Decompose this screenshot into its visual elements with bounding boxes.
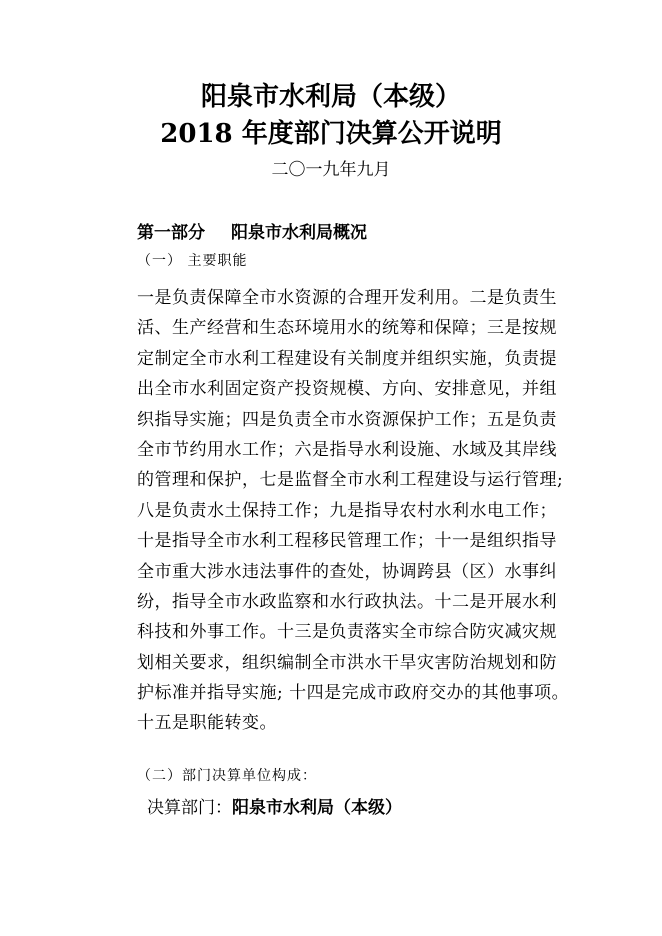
document-title-line-2: 2018 年度部门决算公开说明 — [160, 119, 502, 149]
final-accounts-unit-line — [147, 796, 402, 820]
paragraph-line: 织指导实施；四是负责全市水资源保护工作；五是负责 — [137, 409, 557, 430]
part-one-name: 阳泉市水利局概况 — [231, 223, 367, 243]
paragraph-line: 科技和外事工作。十三是负责落实全市综合防灾减灾规 — [137, 622, 557, 643]
paragraph-line: 一是负责保障全市水资源的合理开发利用。二是负责生 — [137, 288, 557, 308]
paragraph-line: 十是指导全市水利工程移民管理工作；十一是组织指导 — [137, 531, 557, 552]
document-date: 二〇一九年九月 — [271, 160, 391, 180]
paragraph-line: 八是负责水土保持工作；九是指导农村水利水电工作； — [137, 500, 557, 521]
paragraph-line: 全市重大涉水违法事件的查处，协调跨县（区）水事纠 — [137, 561, 557, 582]
main-functions-paragraph — [137, 283, 570, 739]
part-one-heading — [137, 221, 367, 245]
paragraph-line: 护标准并指导实施; 十四是完成市政府交办的其他事项。 — [137, 683, 570, 704]
unit-value: 阳泉市水利局（本级） — [232, 798, 402, 818]
paragraph-line: 划相关要求，组织编制全市洪水干旱灾害防治规划和防 — [137, 652, 557, 673]
paragraph-line: 十五是职能转变。 — [137, 713, 277, 734]
paragraph-line: 纷，指导全市水政监察和水行政执法。十二是开展水利 — [137, 591, 557, 612]
paragraph-line: 出全市水利固定资产投资规模、方向、安排意见，并组 — [137, 379, 557, 400]
section-main-functions-heading: （一） 主要职能 — [137, 253, 248, 269]
paragraph-line: 的管理和保护，七是监督全市水利工程建设与运行管理; — [137, 470, 564, 491]
paragraph-line: 活、生产经营和生态环境用水的统筹和保障；三是按规 — [137, 318, 557, 339]
part-one-label: 第一部分 — [137, 223, 205, 243]
paragraph-line: 全市节约用水工作；六是指导水利设施、水域及其岸线 — [137, 439, 557, 460]
section-unit-composition-heading: （二）部门决算单位构成： — [137, 768, 317, 784]
unit-label: 决算部门： — [147, 798, 232, 818]
paragraph-line: 定制定全市水利工程建设有关制度并组织实施，负责提 — [137, 348, 557, 369]
document-title-line-1: 阳泉市水利局（本级） — [200, 82, 461, 112]
